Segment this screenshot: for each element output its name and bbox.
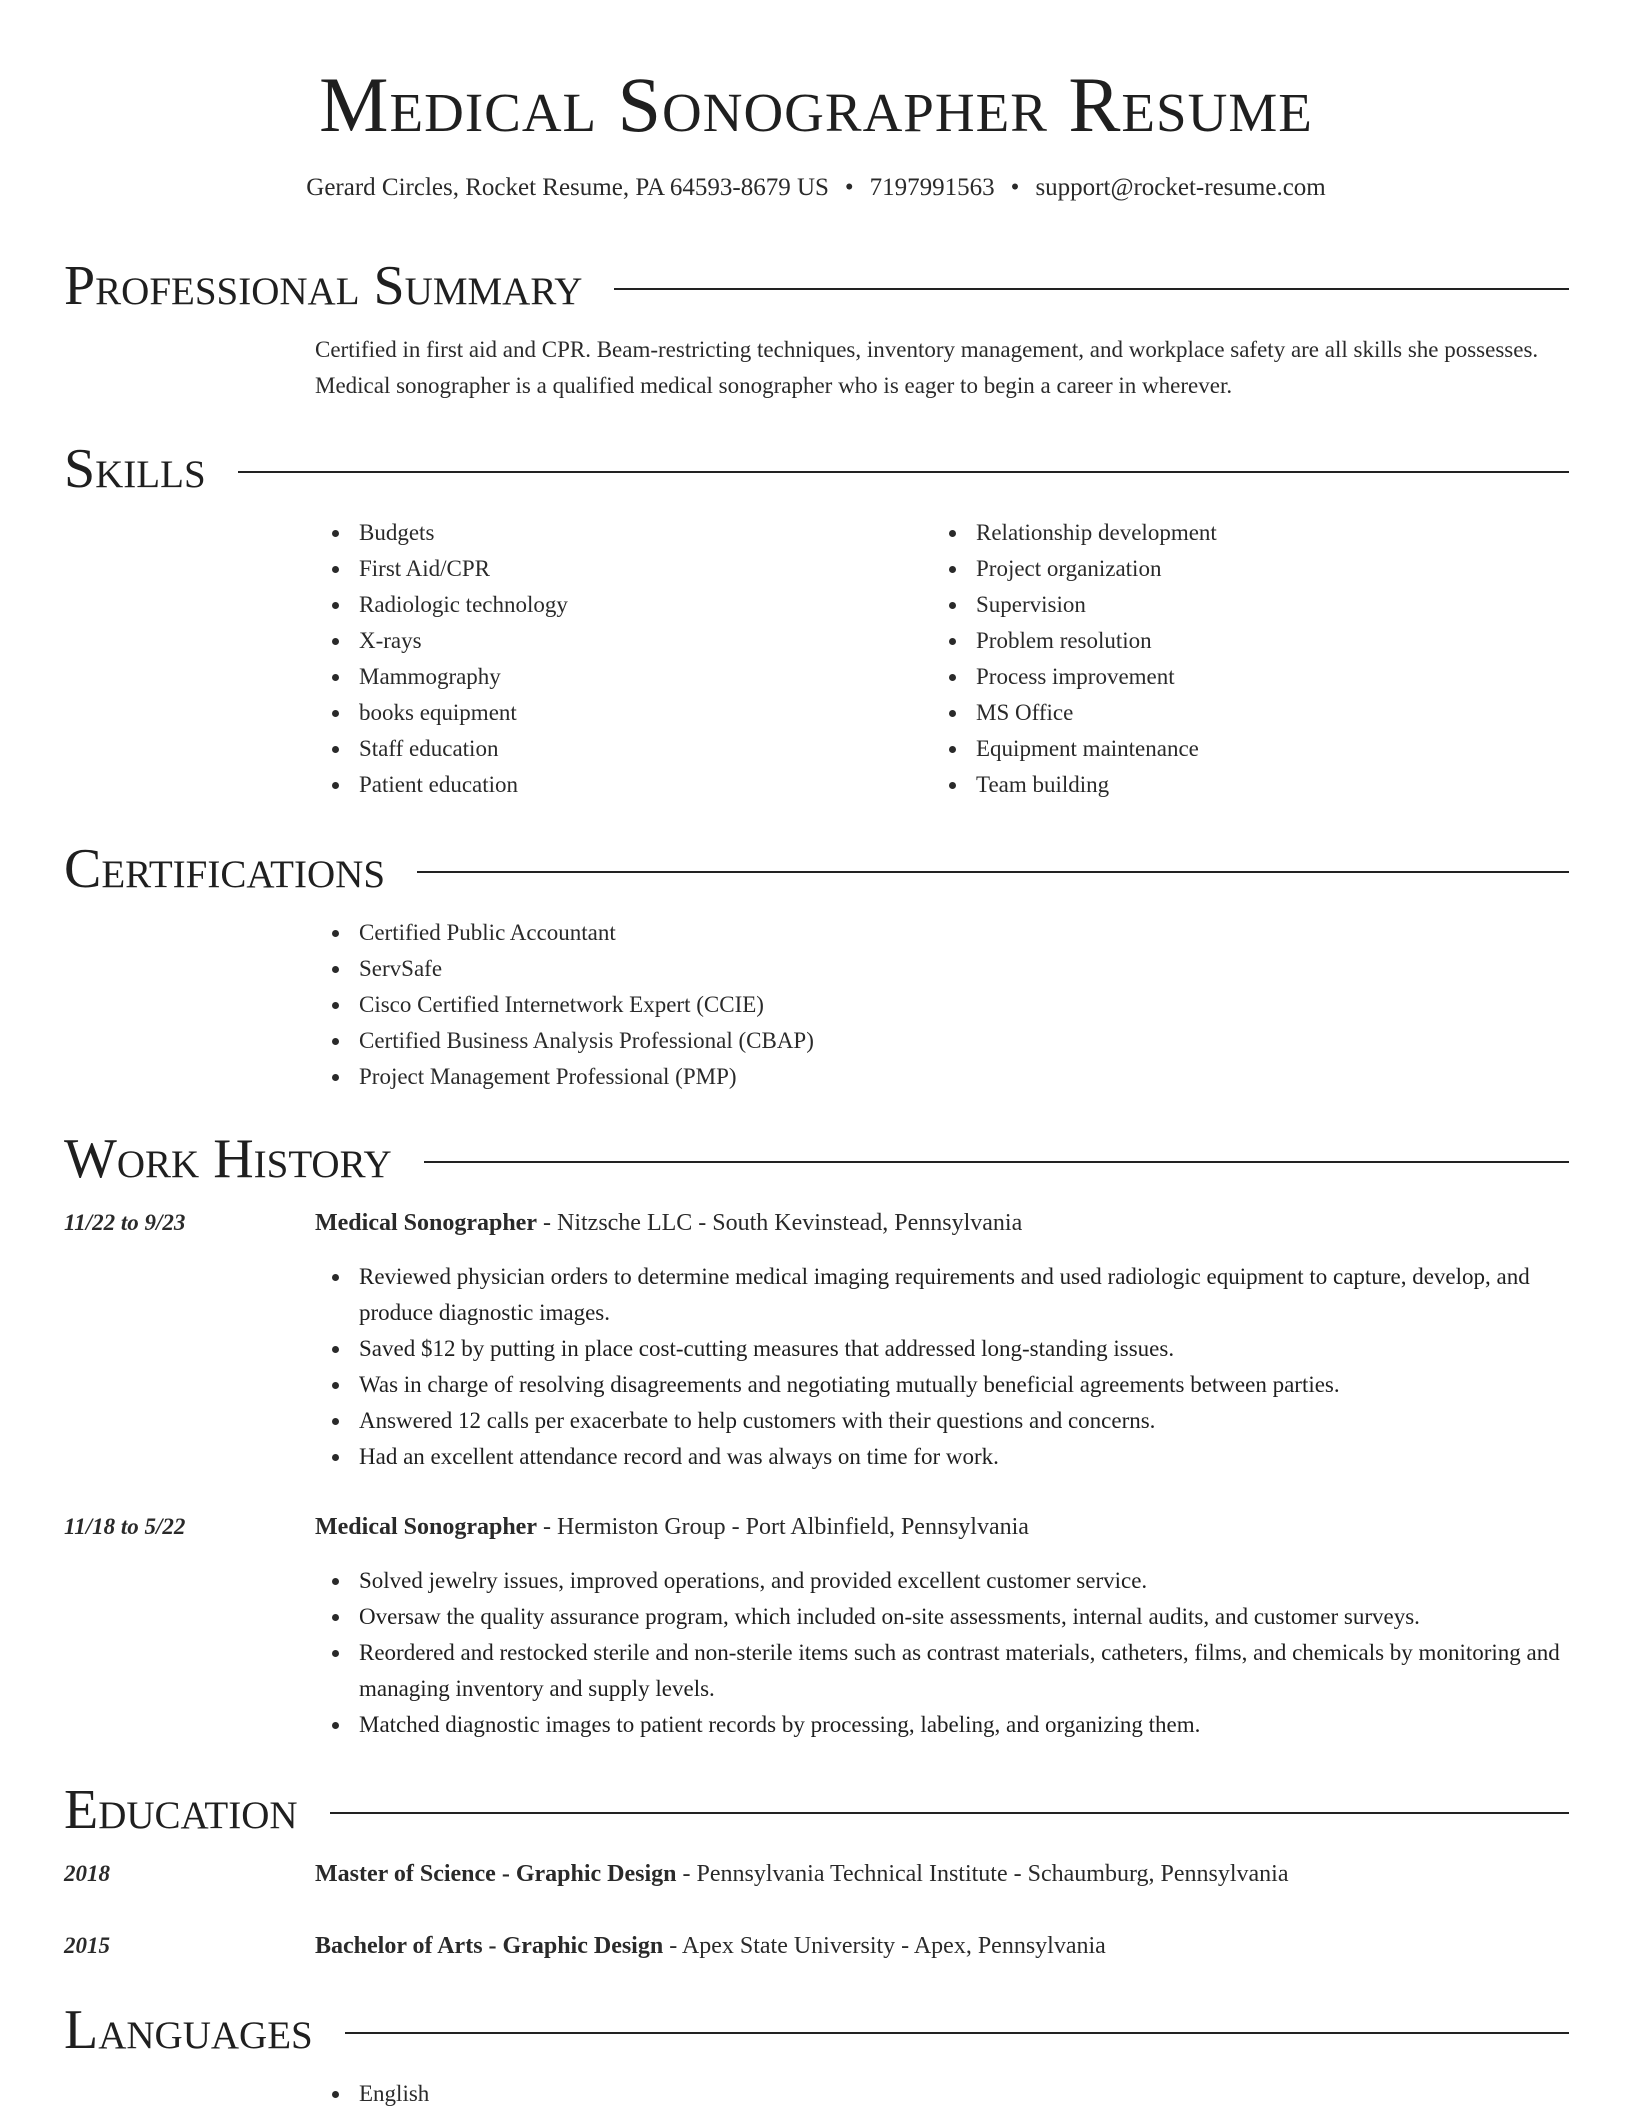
certification-item: Certified Public Accountant <box>315 915 1569 951</box>
section-title: Education <box>64 1779 298 1841</box>
skills-columns <box>315 515 1569 803</box>
section-divider <box>345 2032 1569 2034</box>
skill-item: Process improvement <box>932 659 1549 695</box>
job-heading <box>315 1509 1569 1545</box>
education-heading <box>315 1928 1569 1964</box>
certification-item: ServSafe <box>315 951 1569 987</box>
job-bullet: Solved jewelry issues, improved operations, and provided excellent customer service. <box>315 1563 1569 1599</box>
job-role: Medical Sonographer <box>315 1210 537 1236</box>
job-bullets <box>315 1259 1569 1475</box>
skill-item: X-rays <box>315 623 932 659</box>
job-bullet: Reordered and restocked sterile and non-sterile items such as contrast materials, catheters, films, and chemicals by monitoring and managing inventory and supply levels. <box>315 1635 1569 1707</box>
skill-item: Team building <box>932 767 1549 803</box>
summary-text: Certified in first aid and CPR. Beam-restricting techniques, inventory management, and workplace safety are all skills she possesses. Medical sonographer is a qualified medical sonographer who is eager to begin a career in wherever. <box>315 337 1539 398</box>
education-entry <box>64 1856 1569 1892</box>
certification-item: Project Management Professional (PMP) <box>315 1059 1569 1095</box>
section-header <box>64 437 1569 501</box>
skill-item: First Aid/CPR <box>315 551 932 587</box>
skill-item: books equipment <box>315 695 932 731</box>
section-body <box>315 915 1569 1095</box>
skill-item: Supervision <box>932 587 1549 623</box>
section-divider <box>424 1161 1569 1163</box>
skill-item: Equipment maintenance <box>932 731 1549 767</box>
certification-item: Cisco Certified Internetwork Expert (CCIE) <box>315 987 1569 1023</box>
contact-address: Gerard Circles, Rocket Resume, PA 64593-8679 US <box>306 174 829 201</box>
section-skills <box>64 437 1569 803</box>
languages-list <box>315 2076 1569 2112</box>
education-school: - Apex State University - Apex, Pennsylvania <box>663 1933 1106 1959</box>
certification-item: Certified Business Analysis Professional (CBAP) <box>315 1023 1569 1059</box>
section-header <box>64 837 1569 901</box>
section-title: Languages <box>64 1999 313 2061</box>
section-certifications <box>64 837 1569 1095</box>
skill-item: Relationship development <box>932 515 1549 551</box>
contact-separator: • <box>1010 174 1020 201</box>
section-header <box>64 1127 1569 1191</box>
job-bullet: Had an excellent attendance record and was always on time for work. <box>315 1439 1569 1475</box>
education-school: - Pennsylvania Technical Institute - Schaumburg, Pennsylvania <box>676 1861 1289 1887</box>
resume-title: Medical Sonographer Resume <box>319 61 1313 148</box>
skill-item: Problem resolution <box>932 623 1549 659</box>
job-bullet: Was in charge of resolving disagreements and negotiating mutually beneficial agreements between parties. <box>315 1367 1569 1403</box>
section-title: Certifications <box>64 838 386 900</box>
job-bullet: Matched diagnostic images to patient records by processing, labeling, and organizing them. <box>315 1707 1569 1743</box>
section-title: Skills <box>64 438 206 500</box>
skill-item: Radiologic technology <box>315 587 932 623</box>
education-entry <box>64 1928 1569 1964</box>
section-divider <box>238 471 1569 473</box>
section-divider <box>614 288 1569 290</box>
skills-list-left <box>315 515 932 803</box>
contact-phone: 7197991563 <box>869 174 995 201</box>
education-year: 2018 <box>64 1861 110 1886</box>
job-company-location: - Hermiston Group - Port Albinfield, Pennsylvania <box>537 1514 1029 1540</box>
skill-item: Patient education <box>315 767 932 803</box>
education-year: 2015 <box>64 1933 110 1958</box>
section-header <box>64 254 1569 318</box>
job-bullet: Answered 12 calls per exacerbate to help customers with their questions and concerns. <box>315 1403 1569 1439</box>
section-divider <box>330 1812 1569 1814</box>
skill-item: MS Office <box>932 695 1549 731</box>
section-header <box>64 1998 1569 2062</box>
job-role: Medical Sonographer <box>315 1514 537 1540</box>
skill-item: Mammography <box>315 659 932 695</box>
certifications-list <box>315 915 1569 1095</box>
skills-list-right <box>932 515 1549 803</box>
skill-item: Budgets <box>315 515 932 551</box>
job-company-location: - Nitzsche LLC - South Kevinstead, Pennsylvania <box>537 1210 1023 1236</box>
skill-item: Project organization <box>932 551 1549 587</box>
education-degree: Bachelor of Arts - Graphic Design <box>315 1933 664 1959</box>
job-entry <box>64 1205 1569 1475</box>
contact-line <box>0 174 1632 202</box>
education-degree: Master of Science - Graphic Design <box>315 1861 677 1887</box>
education-heading <box>315 1856 1569 1892</box>
section-professional-summary <box>64 254 1569 404</box>
section-title: Professional Summary <box>64 255 583 317</box>
language-item: English <box>315 2076 1569 2112</box>
job-content <box>315 1205 1569 1475</box>
skill-item: Staff education <box>315 731 932 767</box>
contact-email: support@rocket-resume.com <box>1035 174 1326 201</box>
job-dates: 11/18 to 5/22 <box>64 1514 186 1539</box>
section-body <box>315 332 1569 404</box>
section-header <box>64 1778 1569 1842</box>
job-heading <box>315 1205 1569 1241</box>
section-divider <box>417 871 1569 873</box>
section-body <box>315 2076 1569 2112</box>
job-bullet: Oversaw the quality assurance program, which included on-site assessments, internal audits, and customer surveys. <box>315 1599 1569 1635</box>
section-education <box>64 1778 1569 1964</box>
job-dates: 11/22 to 9/23 <box>64 1210 186 1235</box>
job-bullets <box>315 1563 1569 1743</box>
job-bullet: Reviewed physician orders to determine medical imaging requirements and used radiologic equipment to capture, develop, and produce diagnostic images. <box>315 1259 1569 1331</box>
job-entry <box>64 1509 1569 1743</box>
section-title: Work History <box>64 1128 392 1190</box>
contact-separator: • <box>844 174 854 201</box>
job-content <box>315 1509 1569 1743</box>
section-languages <box>64 1998 1569 2112</box>
section-work-history <box>64 1127 1569 1743</box>
job-bullet: Saved $12 by putting in place cost-cutting measures that addressed long-standing issues. <box>315 1331 1569 1367</box>
